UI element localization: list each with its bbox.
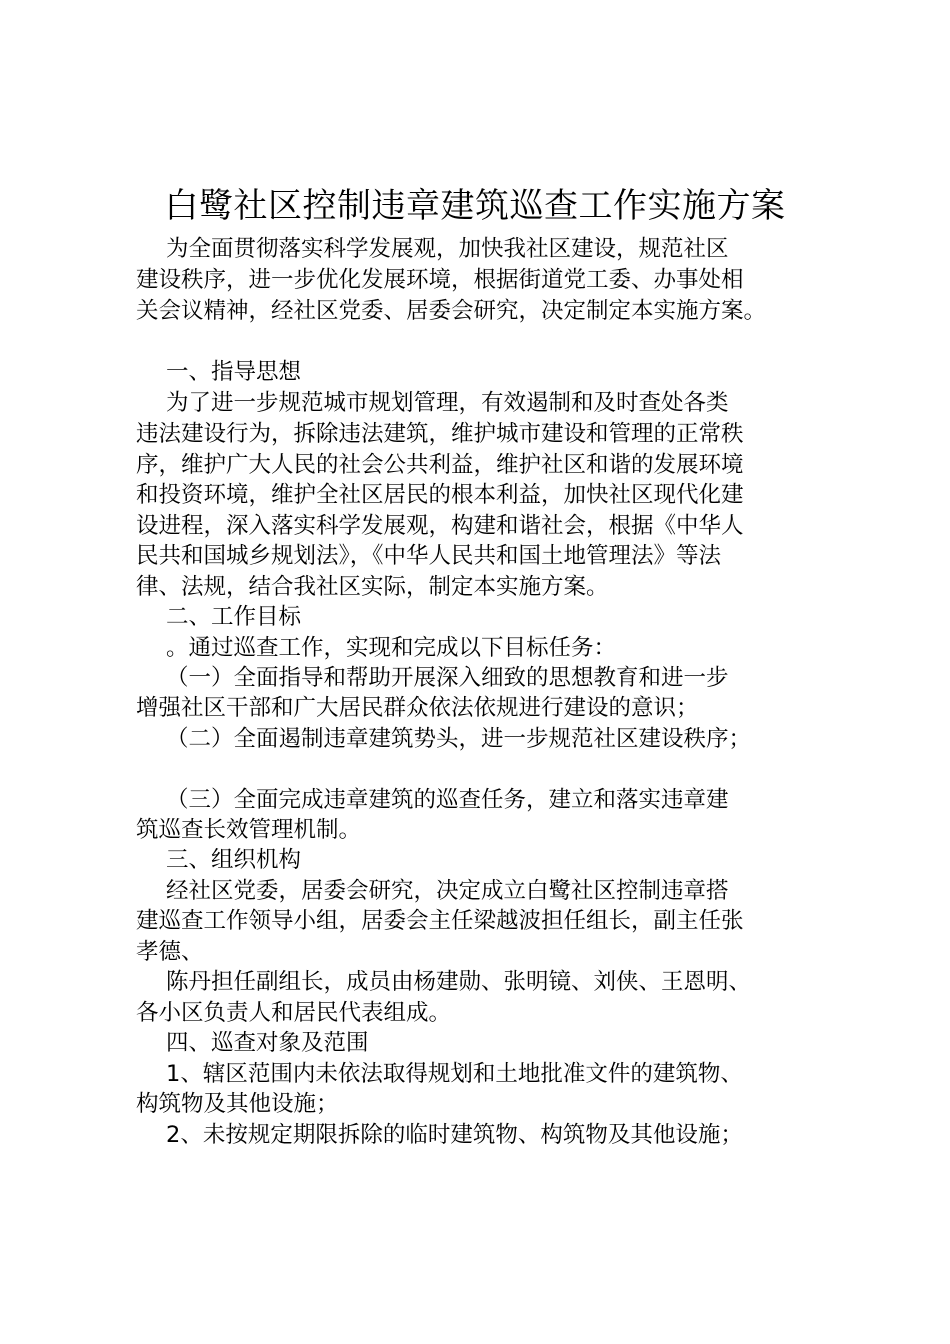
paragraph-line: 经社区党委，居委会研究，决定成立白鹭社区控制违章搭 — [166, 878, 729, 904]
paragraph-line: 建设秩序，进一步优化发展环境，根据街道党工委、办事处相 — [136, 267, 744, 293]
list-item: （二）全面遏制违章建筑势头，进一步规范社区建设秩序； — [166, 726, 752, 752]
list-item: （一）全面指导和帮助开展深入细致的思想教育和进一步 — [166, 665, 729, 691]
paragraph-line: 民共和国城乡规划法》，《中华人民共和国土地管理法》等法 — [136, 543, 722, 569]
section-heading: 四、巡查对象及范围 — [166, 1030, 369, 1056]
paragraph-line: 建巡查工作领导小组，居委会主任梁越波担任组长，副主任张 — [136, 908, 744, 934]
document-title: 白鹭社区控制违章建筑巡查工作实施方案 — [164, 186, 786, 226]
paragraph-line: 设进程，深入落实科学发展观，构建和谐社会，根据《中华人 — [136, 513, 744, 539]
paragraph-line: 律、法规，结合我社区实际，制定本实施方案。 — [136, 574, 609, 600]
paragraph-line: 序，维护广大人民的社会公共利益，维护社区和谐的发展环境 — [136, 452, 744, 478]
section-heading: 一、指导思想 — [166, 359, 302, 385]
list-item: 1、辖区范围内未依法取得规划和土地批准文件的建筑物、 — [166, 1061, 743, 1087]
paragraph-line: 各小区负责人和居民代表组成。 — [136, 1000, 452, 1026]
list-item: 2、未按规定期限拆除的临时建筑物、构筑物及其他设施； — [166, 1122, 743, 1148]
list-item: （三）全面完成违章建筑的巡查任务，建立和落实违章建 — [166, 787, 729, 813]
paragraph-line: 。通过巡查工作，实现和完成以下目标任务： — [166, 635, 617, 661]
section-heading: 三、组织机构 — [166, 847, 302, 873]
paragraph-line: 违法建设行为，拆除违法建筑，维护城市建设和管理的正常秩 — [136, 421, 744, 447]
paragraph-line: 构筑物及其他设施； — [136, 1091, 339, 1117]
paragraph-line: 为全面贯彻落实科学发展观，加快我社区建设，规范社区 — [166, 236, 729, 262]
paragraph-line: 增强社区干部和广大居民群众依法依规进行建设的意识； — [136, 695, 699, 721]
section-heading: 二、工作目标 — [166, 604, 302, 630]
paragraph-line: 陈丹担任副组长，成员由杨建勋、张明镜、刘侠、王恩明、 — [166, 969, 752, 995]
paragraph-line: 关会议精神，经社区党委、居委会研究，决定制定本实施方案。 — [136, 298, 767, 324]
paragraph-line: 孝德、 — [136, 939, 204, 965]
paragraph-line: 和投资环境，维护全社区居民的根本利益，加快社区现代化建 — [136, 482, 744, 508]
paragraph-line: 筑巡查长效管理机制。 — [136, 817, 362, 843]
paragraph-line: 为了进一步规范城市规划管理，有效遏制和及时查处各类 — [166, 390, 729, 416]
